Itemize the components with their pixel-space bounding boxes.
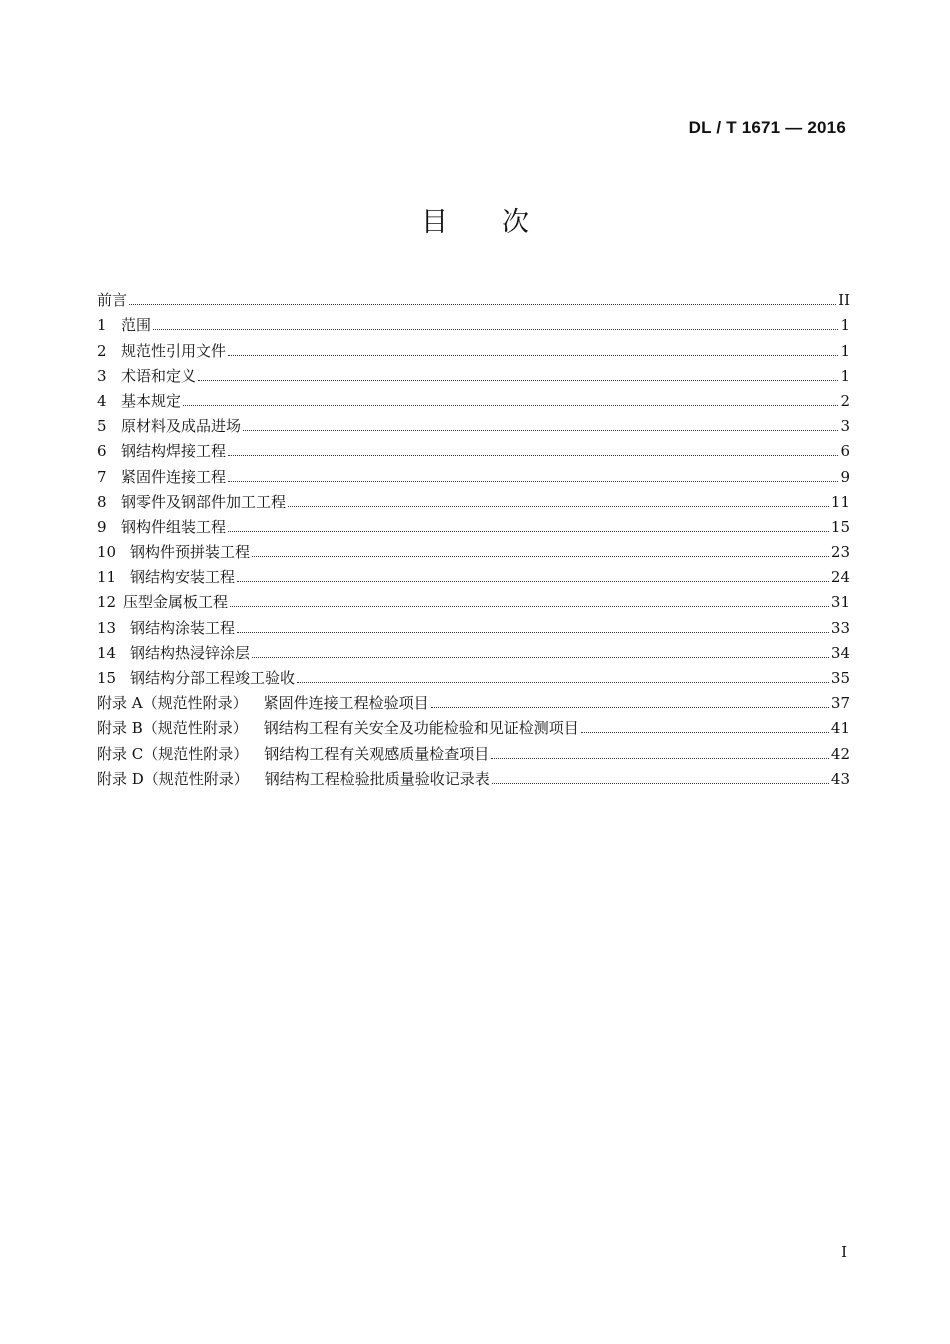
toc-leader-dots (237, 632, 829, 633)
toc-entry-number: 13 (97, 618, 117, 637)
toc-entry-page: 34 (830, 643, 850, 662)
toc-leader-dots (228, 455, 838, 456)
toc-entry[interactable] (97, 586, 850, 611)
toc-entry-number: 7 (97, 467, 107, 486)
toc-entry-label: 钢结构分部工程竣工验收 (130, 669, 296, 687)
toc-entry-page: 1 (840, 366, 850, 385)
toc-entry-label: 钢结构安装工程 (130, 568, 236, 587)
toc-entry-label: 术语和定义 (121, 366, 197, 385)
toc-entry-page: 43 (830, 769, 850, 788)
toc-entry-page: 24 (830, 568, 850, 587)
toc-entry-label: 钢结构工程有关安全及功能检验和见证检测项目 (263, 719, 579, 738)
toc-entry[interactable] (97, 561, 850, 586)
toc-entry-label: 基本规定 (121, 391, 182, 410)
toc-entry-number: 9 (97, 517, 107, 536)
toc-entry-number: 11 (97, 568, 117, 587)
toc-leader-dots (228, 481, 838, 482)
toc-entry-number: 12 (97, 593, 117, 612)
toc-entry-label: 钢结构工程有关观感质量检查项目 (264, 744, 490, 763)
toc-entry[interactable] (97, 435, 850, 460)
toc-entry-label: 紧固件连接工程 (121, 467, 227, 486)
toc-entry-page: 6 (840, 442, 850, 461)
toc-entry-page: 37 (830, 694, 850, 713)
toc-entry-page: 42 (830, 744, 850, 763)
toc-entry[interactable] (97, 637, 850, 662)
toc-entry-appendix-d[interactable] (97, 763, 850, 788)
page-number: I (841, 1243, 847, 1261)
page-title: 目 次 (421, 207, 529, 238)
toc-leader-dots (252, 556, 829, 557)
toc-entry-label: 压型金属板工程 (123, 593, 229, 612)
toc-entry-page: 35 (830, 669, 850, 687)
toc-entry[interactable] (97, 486, 850, 511)
toc-entry-number: 6 (97, 442, 107, 461)
toc-entry-page: 23 (830, 543, 850, 562)
toc-entry-page: 41 (830, 719, 850, 738)
toc-entry[interactable] (97, 460, 850, 485)
toc-entry-number: 4 (97, 391, 107, 410)
toc-entry-number: 14 (97, 643, 117, 662)
toc-entry-label: 钢结构热浸锌涂层 (130, 643, 251, 662)
toc-leader-dots (230, 606, 829, 607)
toc-leader-dots (228, 531, 829, 532)
toc-entry-page: 1 (840, 316, 850, 335)
toc-entry-number: 8 (97, 492, 107, 511)
document-id: DL / T 1671 — 2016 (688, 118, 846, 137)
toc-entry[interactable] (97, 511, 850, 536)
toc-entry-label: 原材料及成品进场 (121, 417, 242, 436)
toc-entry-appendix-b[interactable] (97, 712, 850, 737)
toc-entry-page: 1 (840, 341, 850, 360)
toc-leader-dots (198, 380, 838, 381)
toc-entry-number: 3 (97, 366, 107, 385)
toc-leader-dots (228, 355, 838, 356)
toc-entry[interactable] (97, 536, 850, 561)
toc-entry-number: 附录 D（规范性附录） (97, 769, 249, 788)
toc-leader-dots (492, 783, 829, 784)
toc-entry[interactable] (97, 334, 850, 359)
toc-leader-dots (153, 329, 838, 330)
toc-leader-dots (431, 707, 829, 708)
toc-entry-number: 2 (97, 341, 107, 360)
toc-entry-label: 钢结构涂装工程 (130, 618, 236, 637)
toc-leader-dots (243, 430, 838, 431)
toc-entry-number: 15 (97, 669, 117, 687)
toc-entry-number: 附录 C（规范性附录） (97, 744, 249, 763)
toc-entry-appendix-c[interactable] (97, 737, 850, 762)
toc-entry-page: 2 (840, 391, 850, 410)
toc-leader-dots (129, 304, 836, 305)
toc-entry-page: 15 (830, 517, 850, 536)
toc-entry-label: 规范性引用文件 (121, 341, 227, 360)
toc-leader-dots (297, 682, 829, 683)
toc-entry-page: 9 (840, 467, 850, 486)
toc-entry[interactable] (97, 309, 850, 334)
toc-entry-appendix-a[interactable] (97, 687, 850, 712)
toc-entry[interactable] (97, 410, 850, 435)
toc-entry-label: 前言 (97, 291, 128, 310)
toc-entry-page: 33 (830, 618, 850, 637)
toc-entry-page: 11 (830, 492, 850, 511)
toc-entry-foreword[interactable] (97, 284, 850, 309)
toc-leader-dots (252, 657, 829, 658)
table-of-contents (97, 284, 850, 788)
toc-entry[interactable] (97, 611, 850, 636)
toc-entry-label: 钢零件及钢部件加工工程 (121, 492, 287, 511)
toc-entry-label: 范围 (121, 316, 152, 335)
toc-entry-label: 钢结构焊接工程 (121, 442, 227, 461)
toc-leader-dots (288, 506, 829, 507)
toc-entry[interactable] (97, 360, 850, 385)
toc-entry-number: 1 (97, 316, 107, 335)
toc-leader-dots (183, 405, 838, 406)
toc-entry-number: 附录 A（规范性附录） (97, 694, 248, 713)
toc-entry-label: 钢结构工程检验批质量验收记录表 (264, 769, 490, 788)
toc-entry[interactable] (97, 385, 850, 410)
toc-leader-dots (581, 732, 829, 733)
toc-entry-page: 31 (830, 593, 850, 612)
toc-leader-dots (491, 758, 829, 759)
toc-entry-number: 5 (97, 417, 107, 436)
toc-entry-page: II (838, 291, 850, 310)
toc-entry-label: 紧固件连接工程检验项目 (263, 694, 429, 713)
toc-entry-label: 钢构件预拼装工程 (130, 543, 251, 562)
toc-entry[interactable] (97, 662, 850, 687)
toc-entry-label: 钢构件组装工程 (121, 517, 227, 536)
toc-entry-page: 3 (840, 417, 850, 436)
toc-leader-dots (237, 581, 829, 582)
toc-entry-number: 10 (97, 543, 117, 562)
toc-entry-number: 附录 B（规范性附录） (97, 719, 248, 738)
